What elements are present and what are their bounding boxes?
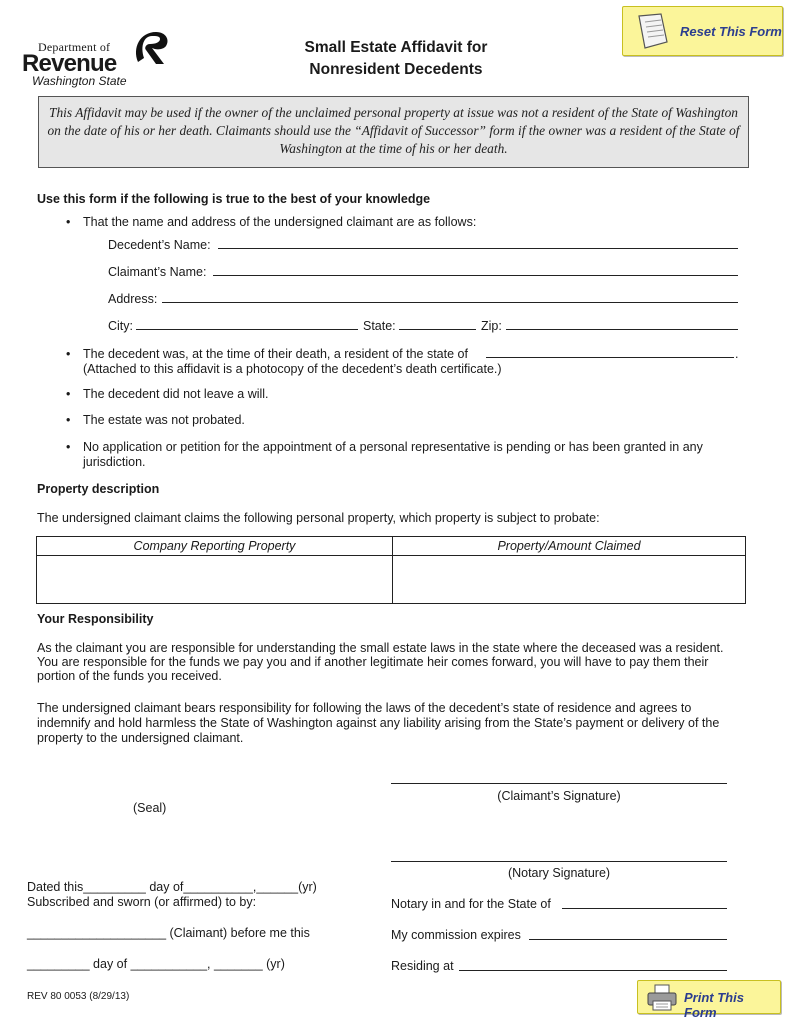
bullet-no-application: No application or petition for the appointment of a personal representative is pending or has been granted in any [83, 440, 703, 454]
decedent-name-field[interactable] [218, 248, 738, 249]
commission-expires-field[interactable] [529, 939, 727, 940]
responsibility-p2-line1: The undersigned claimant bears responsibility for following the laws of the decedent’s state of residence and agrees to [37, 701, 692, 715]
dor-emblem-icon [130, 28, 170, 68]
notary-signature-label: (Notary Signature) [507, 866, 611, 880]
responsibility-p1-line2: You are responsible for the funds we pay you and if another legitimate heir comes forward, you will have to pay them their [37, 655, 709, 669]
dor-logo [22, 24, 172, 86]
title-line-1: Small Estate Affidavit for [304, 39, 488, 56]
sworn-label: Subscribed and sworn (or affirmed) to by: [27, 895, 257, 909]
property-intro: The undersigned claimant claims the following personal property, which property is subject to probate: [37, 511, 600, 525]
day-of-line: _________ day of ___________, _______ (yr) [27, 957, 285, 971]
notary-state-field[interactable] [562, 908, 727, 909]
address-field[interactable] [162, 302, 738, 303]
decedent-name-label: Decedent’s Name: [108, 238, 211, 252]
zip-label: Zip: [481, 319, 502, 333]
notary-signature-line[interactable] [391, 861, 727, 862]
printer-icon [646, 984, 680, 1012]
reset-form-label: Reset This Form [680, 24, 782, 39]
claimant-before-me-line: ____________________ (Claimant) before me this [27, 926, 310, 940]
commission-expires-label: My commission expires [391, 928, 521, 942]
bullet-death-certificate: (Attached to this affidavit is a photocopy of the decedent’s death certificate.) [83, 362, 502, 376]
city-label: City: [108, 319, 133, 333]
state-field[interactable] [399, 329, 476, 330]
address-label: Address: [108, 292, 158, 306]
bullet-claimant-info: That the name and address of the undersigned claimant are as follows: [83, 215, 477, 229]
logo-revenue: Revenue [22, 50, 117, 77]
reset-form-button[interactable] [622, 6, 783, 56]
bullet-resident-state: The decedent was, at the time of their death, a resident of the state of [83, 347, 468, 361]
bullet-dot: • [66, 440, 71, 454]
logo-department: Department of [38, 40, 111, 54]
property-table [36, 536, 746, 604]
print-form-button[interactable] [637, 980, 781, 1020]
logo-washington-state: Washington State [32, 74, 127, 88]
responsibility-p1-line1: As the claimant you are responsible for understanding the small estate laws in the state where the deceased was a resident. [37, 641, 724, 655]
claimant-name-label: Claimant’s Name: [108, 265, 207, 279]
property-heading: Property description [37, 482, 160, 496]
bullet-dot: • [66, 413, 71, 427]
responsibility-p2-line3: property to the undersigned claimant. [37, 731, 244, 745]
claimant-name-field[interactable] [213, 275, 738, 276]
bullet-dot: • [66, 387, 71, 401]
bullet-no-will: The decedent did not leave a will. [83, 387, 269, 401]
notary-state-label: Notary in and for the State of [391, 897, 551, 911]
print-form-label: Print This Form [684, 990, 744, 1020]
state-label: State: [363, 319, 396, 333]
intro-box: This Affidavit may be used if the owner of the unclaimed personal property at issue was not a resident of the State of Washington on the date of his or her death. Claimants should use the “Affidavit of Successor” form if the owner was a resident of the State of Washington at the time of his or her death. [38, 96, 749, 168]
col-company-reporting: Company Reporting Property [37, 537, 392, 556]
form-number: REV 80 0053 (8/29/13) [27, 991, 130, 1002]
company-reporting-cell[interactable] [38, 557, 391, 603]
bullet-dot: • [66, 215, 71, 229]
residing-at-label: Residing at [391, 959, 454, 973]
city-field[interactable] [136, 329, 358, 330]
claimant-signature-line[interactable] [391, 783, 727, 784]
zip-field[interactable] [506, 329, 738, 330]
residing-at-field[interactable] [459, 970, 727, 971]
table-divider [392, 556, 393, 604]
col-property-amount: Property/Amount Claimed [392, 537, 745, 556]
use-form-heading: Use this form if the following is true to the best of your knowledge [37, 192, 431, 206]
responsibility-p1-line3: portion of the funds you received. [37, 669, 222, 683]
period-mark: . [735, 347, 739, 361]
claimant-signature-label: (Claimant’s Signature) [497, 789, 621, 803]
bullet-no-application-cont: jurisdiction. [83, 455, 146, 469]
seal-label: (Seal) [133, 801, 167, 815]
responsibility-heading: Your Responsibility [37, 612, 154, 626]
property-amount-cell[interactable] [394, 557, 744, 603]
dated-this-line: Dated this_________ day of__________,______(yr) [27, 880, 317, 894]
bullet-dot: • [66, 347, 71, 361]
bullet-not-probated: The estate was not probated. [83, 413, 245, 427]
resident-state-field[interactable] [486, 357, 734, 358]
form-title [250, 37, 542, 81]
title-line-2: Nonresident Decedents [309, 61, 483, 78]
responsibility-p2-line2: indemnify and hold harmless the State of Washington against any liability arising from the State’s payment or delivery of the [37, 716, 720, 730]
paper-icon [633, 12, 671, 52]
